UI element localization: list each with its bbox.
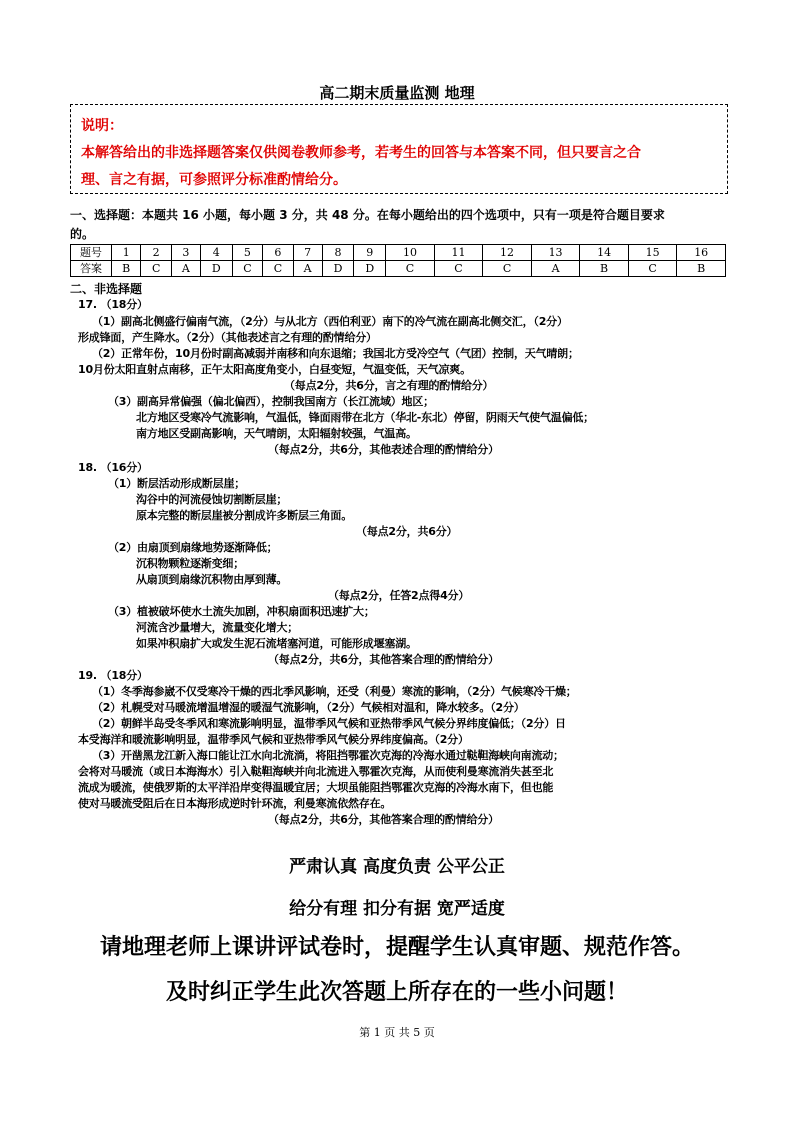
table-cell: C [483, 261, 532, 277]
answer-line: （1）副高北侧盛行偏南气流，（2分）与从北方（西伯利亚）南下的冷气流在副高北侧交汇，（2分） [92, 315, 568, 328]
answer-line: 原本完整的断层崖被分割成许多断层三角面。 [136, 509, 352, 522]
table-cell: C [263, 261, 293, 277]
section2-heading: 二、非选择题 [70, 282, 143, 296]
answer-line: 10月份太阳直射点南移，正午太阳高度角变小，白昼变短，气温变低，天气凉爽。 [78, 363, 471, 376]
table-cell: 9 [354, 245, 386, 261]
row-header: 答案 [71, 261, 112, 277]
answer-table [70, 244, 726, 277]
answer-line: （3）开凿黑龙江新入海口能让江水向北流淌，将阻挡鄂霍次克海的冷海水通过鞑靼海峡向南流动； [92, 749, 564, 762]
table-cell: C [628, 261, 677, 277]
note-line-1: 本解答给出的非选择题答案仅供阅卷教师参考，若考生的回答与本答案不同，但只要言之合 [81, 145, 641, 161]
answer-line: 会将对马暖流（或日本海海水）引入鞑靼海峡并向北流进入鄂霍次克海，从而使利曼寒流消失甚至北 [78, 765, 554, 778]
table-cell: 6 [263, 245, 293, 261]
answer-line: （3）植被破坏使水土流失加剧，冲积扇面积迅速扩大； [108, 605, 375, 618]
table-cell: C [232, 261, 262, 277]
answer-row [71, 261, 726, 277]
answer-line: （2）正常年份，10月份时副高减弱并南移和向东退缩；我国北方受冷空气（气团）控制，天气晴朗； [92, 347, 579, 360]
reminder-line-2: 及时纠正学生此次答题上所存在的一些小问题！ [165, 980, 628, 1005]
scoring-note: （每点2分，任答2点得4分） [328, 589, 470, 602]
table-cell: C [386, 261, 435, 277]
slogan-line-1: 严肃认真 高度负责 公平公正 [289, 857, 505, 877]
table-cell: 12 [483, 245, 532, 261]
scoring-note: （每点2分，共6分） [356, 525, 458, 538]
note-heading: 说明： [81, 118, 123, 134]
section1-line-2: 的。 [70, 227, 95, 241]
table-cell: D [354, 261, 386, 277]
reminder-line-1: 请地理老师上课讲评试卷时，提醒学生认真审题、规范作答。 [99, 935, 694, 960]
table-cell: 15 [628, 245, 677, 261]
answer-line: （2）札幌受对马暖流增温增湿的暖湿气流影响，（2分）气候相对温和，降水较多。（2分） [92, 701, 525, 714]
table-cell: 16 [677, 245, 726, 261]
table-cell: 3 [171, 245, 200, 261]
answer-line: 沟谷中的河流侵蚀切割断层崖； [136, 493, 288, 506]
answer-line: 形成锋面，产生降水。（2分）（其他表述言之有理的酌情给分） [78, 331, 377, 344]
table-cell: 2 [141, 245, 171, 261]
table-cell: B [677, 261, 726, 277]
table-cell: 7 [293, 245, 322, 261]
table-cell: 11 [434, 245, 483, 261]
q17-heading: 17. （18分） [78, 298, 148, 311]
table-cell: C [434, 261, 483, 277]
q19-heading: 19. （18分） [78, 669, 148, 682]
page-title: 高二期末质量监测 地理 [319, 84, 475, 102]
table-cell: 14 [580, 245, 629, 261]
table-cell: D [200, 261, 232, 277]
answer-line: （2）朝鲜半岛受冬季风和寒流影响明显，温带季风气候和亚热带季风气候分界纬度偏低；（2分）日 [92, 717, 566, 730]
table-cell: D [322, 261, 354, 277]
table-cell: A [293, 261, 322, 277]
table-cell: 4 [200, 245, 232, 261]
table-cell: A [171, 261, 200, 277]
table-cell: 10 [386, 245, 435, 261]
table-cell: C [141, 261, 171, 277]
answer-line: 如果冲积扇扩大或发生泥石流堵塞河道，可能形成堰塞湖。 [136, 637, 417, 650]
table-cell: B [580, 261, 629, 277]
table-cell: A [531, 261, 580, 277]
table-cell: 1 [112, 245, 141, 261]
answer-line: 本受海洋和暖流影响明显，温带季风气候和亚热带季风气候分界纬度偏高。（2分） [78, 733, 469, 746]
answer-line: （3）副高异常偏强（偏北偏西），控制我国南方（长江流域）地区； [108, 395, 434, 408]
scoring-note: （每点2分，共6分，其他答案合理的酌情给分） [268, 813, 499, 826]
q18-heading: 18. （16分） [78, 461, 148, 474]
slogan-line-2: 给分有理 扣分有据 宽严适度 [289, 899, 505, 919]
page-number: 第 1 页 共 5 页 [359, 1026, 435, 1039]
table-cell: 5 [232, 245, 262, 261]
scoring-note: （每点2分，共6分，言之有理的酌情给分） [284, 379, 494, 392]
scoring-note: （每点2分，共6分，其他表述合理的酌情给分） [268, 443, 499, 456]
note-line-2: 理、言之有据，可参照评分标准酌情给分。 [81, 172, 347, 188]
table-cell: 13 [531, 245, 580, 261]
question-number-row [71, 245, 726, 261]
answer-line: 沉积物颗粒逐渐变细； [136, 557, 244, 570]
section1-line-1: 一、选择题：本题共 16 小题，每小题 3 分，共 48 分。在每小题给出的四个选项中，只有一项是符合题目要求 [70, 208, 665, 222]
instruction-box [70, 104, 728, 194]
scoring-note: （每点2分，共6分，其他答案合理的酌情给分） [268, 653, 499, 666]
answer-line: 北方地区受寒冷气流影响，气温低，锋面雨带在北方（华北-东北）停留，阴雨天气使气温偏低； [136, 411, 594, 424]
answer-line: （1）断层活动形成断层崖； [108, 477, 246, 490]
row-header: 题号 [71, 245, 112, 261]
answer-line: 南方地区受副高影响，天气晴朗，太阳辐射较强，气温高。 [136, 427, 417, 440]
answer-line: 河流含沙量增大，流量变化增大； [136, 621, 298, 634]
answer-line: （1）冬季海参崴不仅受寒冷干燥的西北季风影响，还受（利曼）寒流的影响，（2分）气候寒冷干燥； [92, 685, 577, 698]
answer-line: （2）由扇顶到扇缘地势逐渐降低； [108, 541, 278, 554]
answer-line: 使对马暖流受阻后在日本海形成逆时针环流，利曼寒流依然存在。 [78, 797, 392, 810]
answer-line: 从扇顶到扇缘沉积物由厚到薄。 [136, 573, 288, 586]
table-cell: 8 [322, 245, 354, 261]
table-cell: B [112, 261, 141, 277]
answer-line: 流成为暖流，使俄罗斯的太平洋沿岸变得温暖宜居；大坝虽能阻挡鄂霍次克海的冷海水南下，但也能 [78, 781, 554, 794]
